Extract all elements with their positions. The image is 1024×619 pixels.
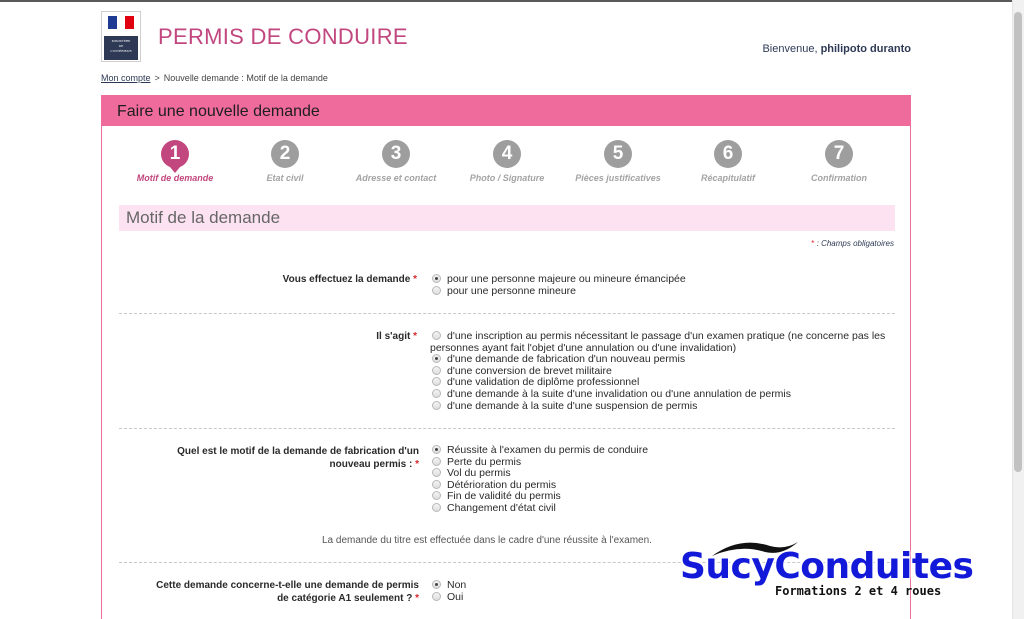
breadcrumb [101,73,328,83]
reason-option-civil-status[interactable]: Changement d'état civil [432,503,648,515]
reason-option-theft[interactable]: Vol du permis [432,468,648,480]
ministere-logo[interactable] [101,11,141,62]
question-a1-label: Cette demande concerne-t-elle une demande de permis de catégorie A1 seulement ? * [156,580,419,604]
step-1[interactable] [115,140,235,183]
a1-option-no[interactable]: Non [432,580,466,592]
step-label: Confirmation [811,173,867,183]
radio-button[interactable] [432,468,441,477]
radio-button[interactable] [432,389,441,398]
type-option-invalidation[interactable]: d'une demande à la suite d'une invalidation ou d'une annulation de permis [430,389,892,401]
reason-radio-group [432,445,648,515]
step-3 [336,140,456,183]
panel-title: Faire une nouvelle demande [102,96,910,126]
step-number: 1 [161,140,189,168]
step-label: Adresse et contact [355,173,437,183]
radio-button[interactable] [432,445,441,454]
radio-button[interactable] [432,503,441,512]
divider [119,313,895,314]
type-option-military[interactable]: d'une conversion de brevet militaire [430,366,892,378]
welcome-prefix: Bienvenue, [762,43,818,55]
reason-option-loss[interactable]: Perte du permis [432,457,648,469]
type-option-new-license[interactable]: d'une demande de fabrication d'un nouveau permis [430,354,892,366]
request-type-radio-group [430,331,892,412]
a1-option-yes[interactable]: Oui [432,592,466,604]
watermark-tagline: Formations 2 et 4 roues [775,584,942,598]
radio-button[interactable] [432,274,441,283]
step-6 [668,140,788,183]
step-number: 2 [271,140,299,168]
breadcrumb-current: Nouvelle demande : Motif de la demande [163,73,328,83]
step-7 [779,140,899,183]
logo-text-block [104,36,138,60]
site-title: PERMIS DE CONDUIRE [158,24,408,49]
question-requester-label: Vous effectuez la demande * [282,274,417,285]
step-number: 6 [714,140,742,168]
radio-button[interactable] [432,377,441,386]
step-number: 4 [493,140,521,168]
step-label: Etat civil [266,173,304,183]
watermark-brand: SucyConduites [680,546,974,587]
divider [119,428,895,429]
progress-steps [102,140,912,190]
scrollbar-thumb[interactable] [1014,12,1022,472]
breadcrumb-home-link[interactable]: Mon compte [101,73,151,83]
radio-button[interactable] [432,457,441,466]
reason-option-expiry[interactable]: Fin de validité du permis [432,491,648,503]
info-note: La demande du titre est effectuée dans le cadre d'une réussite à l'examen. [322,535,652,546]
radio-button[interactable] [432,592,441,601]
step-number: 7 [825,140,853,168]
reason-option-exam[interactable]: Réussite à l'examen du permis de conduire [432,445,648,457]
welcome-message [762,43,911,55]
radio-button[interactable] [432,401,441,410]
type-option-suspension[interactable]: d'une demande à la suite d'une suspension de permis [430,401,892,413]
step-5 [558,140,678,183]
required-star: * [413,331,417,342]
requester-radio-group [432,274,686,297]
type-option-diploma[interactable]: d'une validation de diplôme professionnel [430,377,892,389]
radio-button[interactable] [432,354,441,363]
question-reason-label: Quel est le motif de la demande de fabrication d'un nouveau permis : * [177,446,419,470]
french-flag-icon [108,16,134,29]
radio-button[interactable] [432,480,441,489]
required-star: * [413,274,417,285]
step-number: 5 [604,140,632,168]
required-star: * [811,239,815,248]
section-title: Motif de la demande [119,205,895,231]
logo-line-1: MINISTÈRE [111,39,131,43]
radio-button[interactable] [432,331,441,340]
radio-button[interactable] [432,491,441,500]
step-number: 3 [382,140,410,168]
breadcrumb-separator: > [154,73,160,83]
a1-radio-group [432,580,466,603]
logo-line-3: L'INTÉRIEUR [110,49,132,53]
step-4 [447,140,567,183]
type-option-inscription[interactable]: d'une inscription au permis nécessitant le passage d'un examen pratique (ne concerne pas les personnes ayant fait l'objet d'une annulation ou d'une invalidation) [430,330,886,354]
question-type-label: Il s'agit * [376,331,417,342]
sucyconduites-watermark [680,540,980,610]
required-note-text: : Champs obligatoires [816,239,894,248]
requester-option-minor[interactable]: pour une personne mineure [432,286,686,298]
step-2 [225,140,345,183]
step-label: Récapitulatif [700,173,755,183]
vertical-scrollbar[interactable] [1012,0,1024,619]
step-label: Photo / Signature [469,173,545,183]
required-fields-note [811,239,894,248]
radio-button[interactable] [432,286,441,295]
reason-option-damage[interactable]: Détérioration du permis [432,480,648,492]
logo-line-2: DE [118,44,124,48]
radio-button[interactable] [432,580,441,589]
step-label: Pièces justificatives [575,173,661,183]
required-star: * [415,593,419,604]
user-name: philipoto duranto [820,43,911,55]
browser-top-edge [0,0,1024,2]
required-star: * [415,459,419,470]
step-label: Motif de demande [136,173,214,183]
radio-button[interactable] [432,366,441,375]
requester-option-adult[interactable]: pour une personne majeure ou mineure émancipée [432,274,686,286]
